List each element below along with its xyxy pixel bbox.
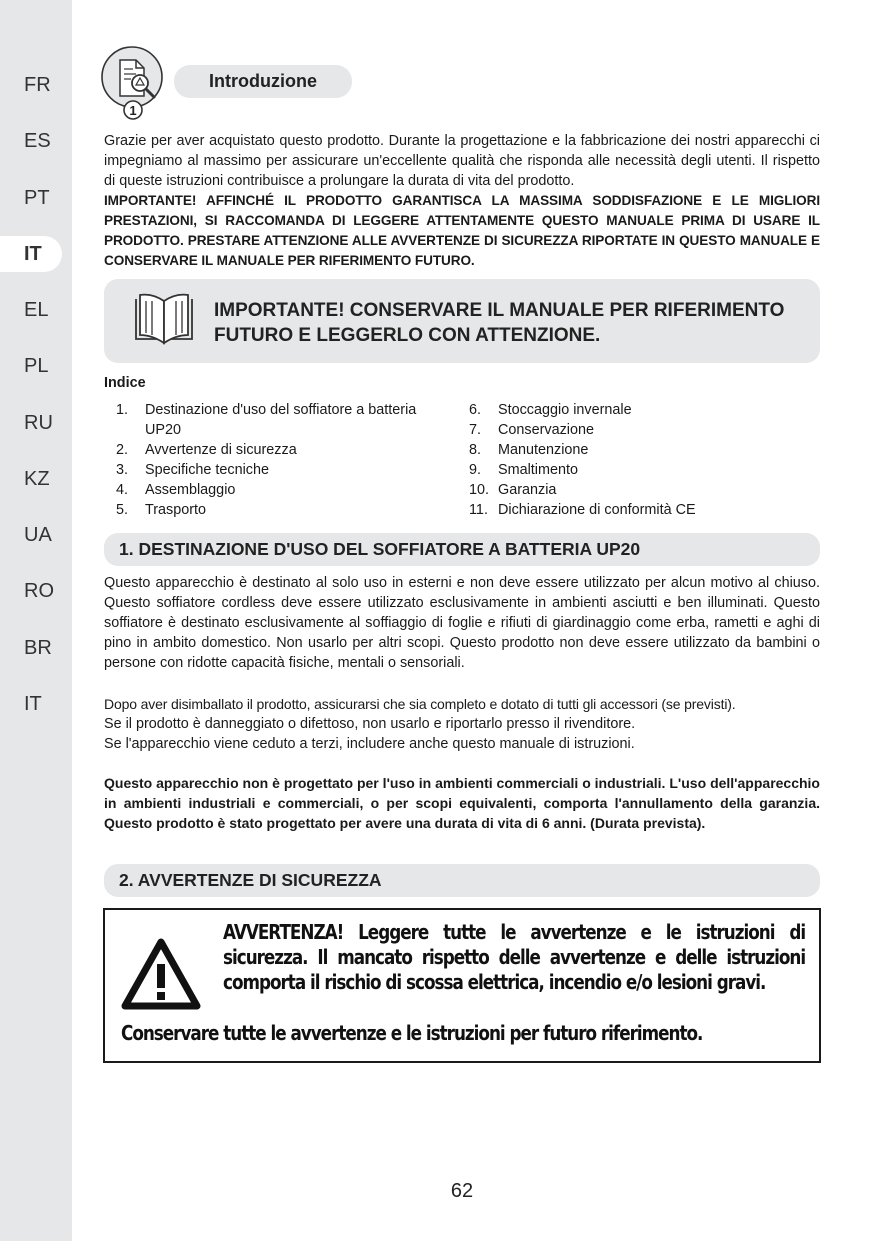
intro-paragraph: Grazie per aver acquistato questo prodotto. Durante la progettazione e la fabbricazione dei nostri apparecchi ci impegniamo al massimo per assicurare un'eccellente qualità che risponda alle necessità degli utenti. Il rispetto di queste istruzioni contribuisce a prolungare la durata di vita del prodotto. xyxy=(104,133,820,189)
index-item[interactable]: 4. Assemblaggio xyxy=(116,482,236,498)
language-tab-pt[interactable]: PT xyxy=(24,187,50,209)
language-tab-kz[interactable]: KZ xyxy=(24,468,50,490)
index-item[interactable]: 9. Smaltimento xyxy=(469,462,578,478)
page-number: 62 xyxy=(450,1180,474,1202)
notice-text xyxy=(214,298,794,348)
section-1-paragraph-1: Questo apparecchio è destinato al solo uso in esterni e non deve essere utilizzato per alcun motivo al chiuso. Questo soffiatore cordless deve essere utilizzato esclusivamente in ambienti asciutti e ben illuminati. Questo soffiatore è destinato esclusivamente al soffiaggio di foglie e rifiuti di giardinaggio come erba, rametti e aghi di pino in ambito domestico. Non usarlo per altri scopi. Questo prodotto non deve essere utilizzato da bambini o persone con ridotte capacità fisiche, mentali o sensoriali. xyxy=(104,575,820,671)
language-tab-ro[interactable]: RO xyxy=(24,580,54,602)
warning-text: AVVERTENZA! Leggere tutte le avvertenze e le istruzioni di sicurezza. Il mancato rispetto delle avvertenze e delle istruzioni comporta il rischio di scossa elettrica, incendio e/o lesioni gravi. xyxy=(223,920,806,994)
index-item[interactable]: 10. Garanzia xyxy=(469,482,557,498)
index-item[interactable]: 11. Dichiarazione di conformità CE xyxy=(469,502,696,518)
index-title: Indice xyxy=(104,375,146,391)
important-notice-box xyxy=(104,279,820,363)
language-tab-es[interactable]: ES xyxy=(24,130,51,152)
language-tab-it[interactable]: IT xyxy=(24,693,42,715)
notice-line-2: FUTURO E LEGGERLO CON ATTENZIONE. xyxy=(214,325,601,346)
language-tab-ua[interactable]: UA xyxy=(24,524,52,546)
language-tab-pl[interactable]: PL xyxy=(24,355,49,377)
index-item[interactable]: 6. Stoccaggio invernale xyxy=(469,402,632,418)
index-list-right xyxy=(457,400,797,520)
language-tab-it-active[interactable]: IT xyxy=(0,236,62,272)
language-sidebar xyxy=(0,0,72,1241)
language-tab-el[interactable]: EL xyxy=(24,299,49,321)
index-item[interactable]: 5. Trasporto xyxy=(116,502,207,518)
warning-triangle-icon xyxy=(121,936,201,1012)
section-1-paragraph-2c: Se l'apparecchio viene ceduto a terzi, includere anche questo manuale di istruzioni. xyxy=(104,736,635,752)
section-2-heading: 2. AVVERTENZE DI SICUREZZA xyxy=(104,864,820,897)
section-1-paragraph-3: Questo apparecchio non è progettato per l'uso in ambienti commerciali o industriali. L'uso dell'apparecchio in ambienti industriali e commerciali, o per scopi equivalenti, comporta l'annullamento della garanzia. Questo prodotto è stato progettato per avere una durata di vita di 6 anni. (Durata prevista). xyxy=(104,775,820,831)
language-tab-ru[interactable]: RU xyxy=(24,412,53,434)
safety-warning-box xyxy=(103,908,821,1063)
section-1-heading: 1. DESTINAZIONE D'USO DEL SOFFIATORE A BATTERIA UP20 xyxy=(104,533,820,566)
language-tab-fr[interactable]: FR xyxy=(24,74,51,96)
index-item[interactable]: 7. Conservazione xyxy=(469,422,594,438)
step-number: 1 xyxy=(129,103,137,118)
section-1-paragraph-2b: Se il prodotto è danneggiato o difettoso, non usarlo e riportarlo presso il rivenditore. xyxy=(104,716,636,732)
warning-keep-text: Conservare tutte le avvertenze e le istruzioni per futuro riferimento. xyxy=(121,1021,703,1045)
index-item[interactable]: 3. Specifiche tecniche xyxy=(116,462,269,478)
index-item[interactable]: 2. Avvertenze di sicurezza xyxy=(116,442,297,458)
manual-magnifier-icon xyxy=(100,45,166,121)
index-list-left xyxy=(104,400,449,520)
index-item[interactable]: 8. Manutenzione xyxy=(469,442,589,458)
section-title-pill: Introduzione xyxy=(174,65,352,98)
notice-line-1: IMPORTANTE! CONSERVARE IL MANUALE PER RIFERIMENTO xyxy=(214,300,785,321)
language-tab-br[interactable]: BR xyxy=(24,637,52,659)
important-paragraph: IMPORTANTE! AFFINCHÉ IL PRODOTTO GARANTISCA LA MASSIMA SODDISFAZIONE E LE MIGLIORI PRESTAZIONI, SI RACCOMANDA DI LEGGERE ATTENTAMENTE QUESTO MANUALE PRIMA DI USARE IL PRODOTTO. PRESTARE ATTENZIONE ALLE AVVERTENZE DI SICUREZZA RIPORTATE IN QUESTO MANUALE E CONSERVARE IL MANUALE PER RIFERIMENTO FUTURO. xyxy=(104,193,820,268)
section-1-paragraph-2a: Dopo aver disimballato il prodotto, assicurarsi che sia completo e dotato di tutti gli accessori (se previsti). xyxy=(104,696,736,712)
open-book-icon xyxy=(132,291,196,347)
index-item[interactable]: 1. Destinazione d'uso del soffiatore a batteria UP20 xyxy=(116,402,417,438)
